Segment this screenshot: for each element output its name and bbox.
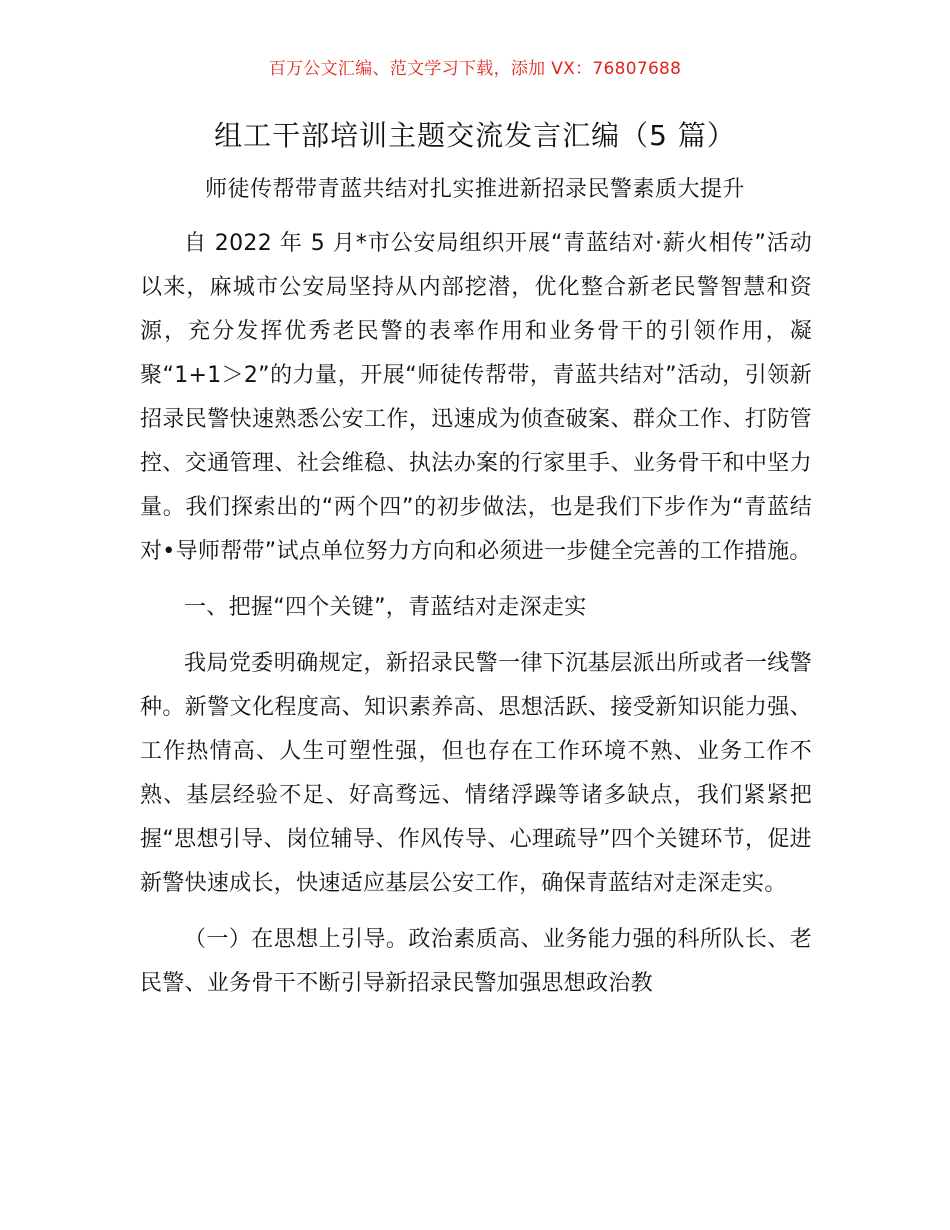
download-banner: 百万公文汇编、范文学习下载，添加 VX：76807688 (268, 59, 682, 79)
document-title: 组工干部培训主题交流发言汇编（5 篇） (214, 119, 736, 152)
section-one-paragraph: 我局党委明确规定，新招录民警一律下沉基层派出所或者一线警种。新警文化程度高、知识素养高、思想活跃、接受新知识能力强、工作热情高、人生可塑性强，但也存在工作环境不熟、业务工作不熟、基层经验不足、好高骛远、情绪浮躁等诸多缺点，我们紧紧把握“思想引导、岗位辅导、作风传导、心理疏导”四个关键环节，促进新警快速成长，快速适应基层公安工作，确保青蓝结对走深走实。 (140, 651, 812, 896)
document-body (140, 222, 812, 1006)
section-heading-one: 一、把握“四个关键”，青蓝结对走深走实 (184, 595, 587, 620)
document-subtitle: 师徒传帮带青蓝共结对扎实推进新招录民警素质大提升 (204, 177, 745, 202)
subsection-paragraph: （一）在思想上引导。政治素质高、业务能力强的科所队长、老民警、业务骨干不断引导新招录民警加强思想政治教 (140, 927, 812, 996)
intro-paragraph: 自 2022 年 5 月*市公安局组织开展“青蓝结对·薪火相传”活动以来，麻城市公安局坚持从内部挖潜，优化整合新老民警智慧和资源，充分发挥优秀老民警的表率作用和业务骨干的引领作用，凝聚“1+1＞2”的力量，开展“师徒传帮带，青蓝共结对”活动，引领新招录民警快速熟悉公安工作，迅速成为侦查破案、群众工作、打防管控、交通管理、社会维稳、执法办案的行家里手、业务骨干和中坚力量。我们探索出的“两个四”的初步做法，也是我们下步作为“青蓝结对•导师帮带”试点单位努力方向和必须进一步健全完善的工作措施。 (140, 231, 812, 564)
